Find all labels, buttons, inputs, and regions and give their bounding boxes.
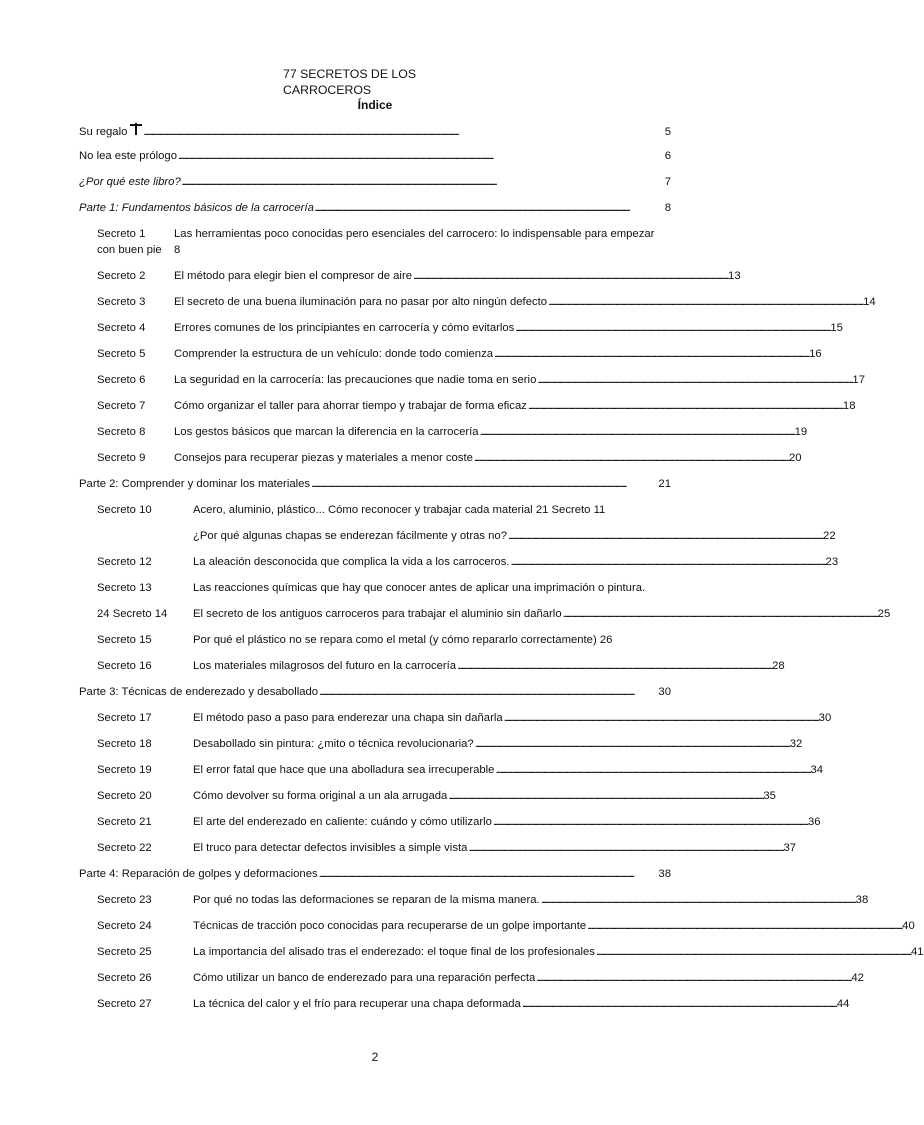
toc-label: Los gestos básicos que marcan la diferencia en la carrocería [174,426,479,438]
toc-entry-secreto-20[interactable] [97,790,776,804]
toc-secret-number: Secreto 22 [97,842,152,854]
dot-leader [448,790,762,804]
dot-leader [468,842,782,856]
dot-leader [541,894,855,908]
toc-page-number: 36 [807,816,821,828]
toc-page-number: 35 [763,790,776,802]
toc-secret-number: Secreto 13 [97,582,152,594]
toc-secret-number: Secreto 2 [97,270,146,282]
toc-label: Las reacciones químicas que hay que conocer antes de aplicar una imprimación o pintura. [193,582,646,594]
toc-secret-number: Secreto 9 [97,452,146,464]
toc-secret-number: Secreto 6 [97,374,146,386]
toc-entry-secreto-6[interactable] [97,374,865,388]
toc-entry-secreto-25[interactable] [97,946,924,960]
toc-label: Cómo devolver su forma original a un ala arrugada [193,790,448,802]
toc-entry-secreto-24[interactable] [97,920,915,934]
toc-page-number: 42 [851,972,864,984]
toc-secret-number: Secreto 18 [97,738,152,750]
toc-page-number: 8 [664,202,671,214]
toc-secret-number: Secreto 1 [97,228,146,240]
toc-label: Por qué no todas las deformaciones se reparan de la misma manera. [193,894,540,906]
toc-page-number: 15 [830,322,843,334]
toc-page-number: 41 [910,946,924,958]
toc-label: Por qué el plástico no se repara como el metal (y cómo repararlo correctamente) 26 [193,634,613,646]
dot-leader [319,868,658,882]
toc-entry-secreto-3[interactable] [97,296,876,310]
toc-label: Parte 1: Fundamentos básicos de la carrocería [79,202,314,214]
index-heading-text: Índice [357,98,393,112]
toc-page-number: 19 [794,426,808,438]
title-line-2: CARROCEROS [283,83,372,97]
toc-secret-number: Secreto 25 [97,946,152,958]
toc-secret-number: Secreto 12 [97,556,152,568]
toc-page-number: 18 [842,400,856,412]
toc-label: El error fatal que hace que una abolladura sea irrecuperable [193,764,495,776]
toc-page-number: 7 [664,176,671,188]
toc-label: La importancia del alisado tras el enderezado: el toque final de los profesionales [193,946,595,958]
toc-entry-secreto-8[interactable] [97,426,808,440]
toc-secret-number: 24 Secreto 14 [97,608,168,620]
toc-label: Desabollado sin pintura: ¿mito o técnica revolucionaria? [193,738,474,750]
toc-label: La seguridad en la carrocería: las precauciones que nadie toma en serio [174,374,537,386]
toc-entry-secreto-7[interactable] [97,400,856,414]
toc-entry-parte-4[interactable] [79,868,671,882]
toc-page-number: 6 [664,150,671,162]
toc-page-number: 38 [658,868,671,880]
toc-label: Los materiales milagrosos del futuro en la carrocería [193,660,457,672]
dot-leader [587,920,901,934]
toc-page-number: 8 [174,244,181,256]
dot-leader [537,374,851,388]
toc-entry-secreto-10[interactable] [97,504,605,518]
toc-entry-secreto-21[interactable] [97,816,821,830]
title-line-1: 77 SECRETOS DE LOS [283,67,417,81]
toc-label-continuation: con buen pie [97,244,162,256]
toc-secret-number: Secreto 7 [97,400,146,412]
dot-leader [508,530,822,544]
toc-entry-prologo[interactable] [79,150,671,164]
toc-secret-number: Secreto 27 [97,998,152,1010]
toc-entry-secreto-26[interactable] [97,972,864,986]
toc-entry-por-que[interactable] [79,176,671,190]
toc-page-number: 13 [728,270,741,282]
toc-label: El arte del enderezado en caliente: cuándo y cómo utilizarlo [193,816,492,828]
dot-leader [413,270,727,284]
toc-label: Su regalo [79,126,128,138]
toc-label: Las herramientas poco conocidas pero esenciales del carrocero: lo indispensable para empezar [174,228,655,240]
toc-page-number: 40 [902,920,915,932]
toc-entry-secreto-9[interactable] [97,452,802,466]
toc-label: El método para elegir bien el compresor de aire [174,270,412,282]
toc-entry-secreto-17[interactable] [97,712,832,726]
toc-label: El método paso a paso para enderezar una chapa sin dañarla [193,712,503,724]
dot-leader [474,452,788,466]
toc-page-number: 20 [788,452,802,464]
toc-page-number: 32 [789,738,803,750]
toc-label: El secreto de una buena iluminación para no pasar por alto ningún defecto [174,296,548,308]
toc-entry-secreto-5[interactable] [97,348,822,362]
toc-page-number: 17 [852,374,865,386]
toc-page-number: 14 [863,296,876,308]
toc-page-number: 23 [825,556,839,568]
toc-label: El secreto de los antiguos carroceros para trabajar el aluminio sin dañarlo [193,608,562,620]
toc-label: ¿Por qué este libro? [79,176,181,188]
toc-label: Parte 4: Reparación de golpes y deformaciones [79,868,318,880]
toc-entry-secreto-4[interactable] [97,322,843,336]
dot-leader [515,322,829,336]
dot-leader [319,686,657,700]
toc-label: Cómo utilizar un banco de enderezado para una reparación perfecta [193,972,536,984]
toc-secret-number: Secreto 17 [97,712,152,724]
dot-leader [596,946,910,960]
toc-page-number: 5 [664,126,671,138]
toc-entry-secreto-14[interactable] [97,608,891,622]
toc-entry-secreto-16[interactable] [97,660,785,674]
toc-entry-secreto-15[interactable] [97,634,612,648]
toc-secret-number: Secreto 5 [97,348,146,360]
toc-label: No lea este prólogo [79,150,177,162]
toc-entry-secreto-13[interactable] [97,582,645,596]
toc-entry-secreto-22[interactable] [97,842,797,856]
toc-page-number: 16 [809,348,822,360]
dot-leader [143,126,663,140]
toc-page-number: 25 [877,608,891,620]
toc-entry-su-regalo[interactable] [79,123,671,140]
toc-secret-number: Secreto 23 [97,894,152,906]
toc-page-number: 34 [810,764,824,776]
toc-label: Comprender la estructura de un vehículo: donde todo comienza [174,348,494,360]
dot-leader [475,738,789,752]
dot-leader [182,176,664,190]
dot-leader [511,556,825,570]
toc-label: Técnicas de tracción poco conocidas para recuperarse de un golpe importante [193,920,587,932]
toc-secret-number: Secreto 20 [97,790,152,802]
toc-entry-parte-3[interactable] [79,686,671,700]
dot-leader [494,348,808,362]
toc-label: Consejos para recuperar piezas y materiales a menor coste [174,452,473,464]
toc-secret-number: Secreto 19 [97,764,152,776]
book-title [283,66,416,98]
toc-page-number: 21 [658,478,671,490]
toc-secret-number: Secreto 16 [97,660,152,672]
toc-entry-secreto-1-cont [97,244,180,258]
text-cursor-icon [130,123,142,135]
toc-page-number: 44 [836,998,850,1010]
toc-entry-secreto-1[interactable] [97,228,654,242]
toc-secret-number: Secreto 8 [97,426,146,438]
dot-leader [480,426,794,440]
toc-entry-secreto-23[interactable] [97,894,869,908]
toc-entry-secreto-27[interactable] [97,998,850,1012]
toc-page-number: 38 [855,894,869,906]
toc-label: ¿Por qué algunas chapas se enderezan fácilmente y otras no? [193,530,507,542]
toc-entry-secreto-12[interactable] [97,556,839,570]
toc-label: La aleación desconocida que complica la vida a los carroceros. [193,556,510,568]
page-number: 2 [371,1050,379,1064]
toc-entry-secreto-18[interactable] [97,738,803,752]
toc-label: Errores comunes de los principiantes en carrocería y cómo evitarlos [174,322,515,334]
toc-entry-parte-1[interactable] [79,202,671,216]
dot-leader [536,972,850,986]
toc-secret-number: Secreto 3 [97,296,146,308]
toc-page-number: 28 [772,660,785,672]
toc-page-number: 30 [818,712,832,724]
dot-leader [504,712,818,726]
dot-leader [548,296,862,310]
dot-leader [457,660,771,674]
toc-secret-number: Secreto 24 [97,920,152,932]
dot-leader [522,998,836,1012]
toc-secret-number: Secreto 26 [97,972,152,984]
dot-leader [528,400,842,414]
toc-entry-secreto-19[interactable] [97,764,824,778]
toc-secret-number: Secreto 10 [97,504,152,516]
toc-page-number: 30 [658,686,671,698]
toc-entry-secreto-2[interactable] [97,270,741,284]
toc-secret-number: Secreto 21 [97,816,152,828]
dot-leader [315,202,664,216]
toc-label: Parte 3: Técnicas de enderezado y desabollado [79,686,319,698]
dot-leader [563,608,877,622]
toc-page-number: 22 [823,530,836,542]
toc-page-number: 37 [783,842,797,854]
toc-secret-number: Secreto 4 [97,322,146,334]
toc-entry-parte-2[interactable] [79,478,671,492]
dot-leader [493,816,807,830]
toc-label: El truco para detectar defectos invisibles a simple vista [193,842,468,854]
dot-leader [178,150,664,164]
toc-label: Parte 2: Comprender y dominar los materiales [79,478,311,490]
dot-leader [495,764,809,778]
index-heading [0,98,750,112]
toc-secret-number: Secreto 15 [97,634,152,646]
toc-label: Cómo organizar el taller para ahorrar tiempo y trabajar de forma eficaz [174,400,527,412]
toc-entry-secreto-11[interactable] [193,530,836,544]
toc-label: Acero, aluminio, plástico... Cómo reconocer y trabajar cada material 21 Secreto 11 [193,504,606,516]
toc-label: La técnica del calor y el frío para recuperar una chapa deformada [193,998,521,1010]
dot-leader [311,478,657,492]
